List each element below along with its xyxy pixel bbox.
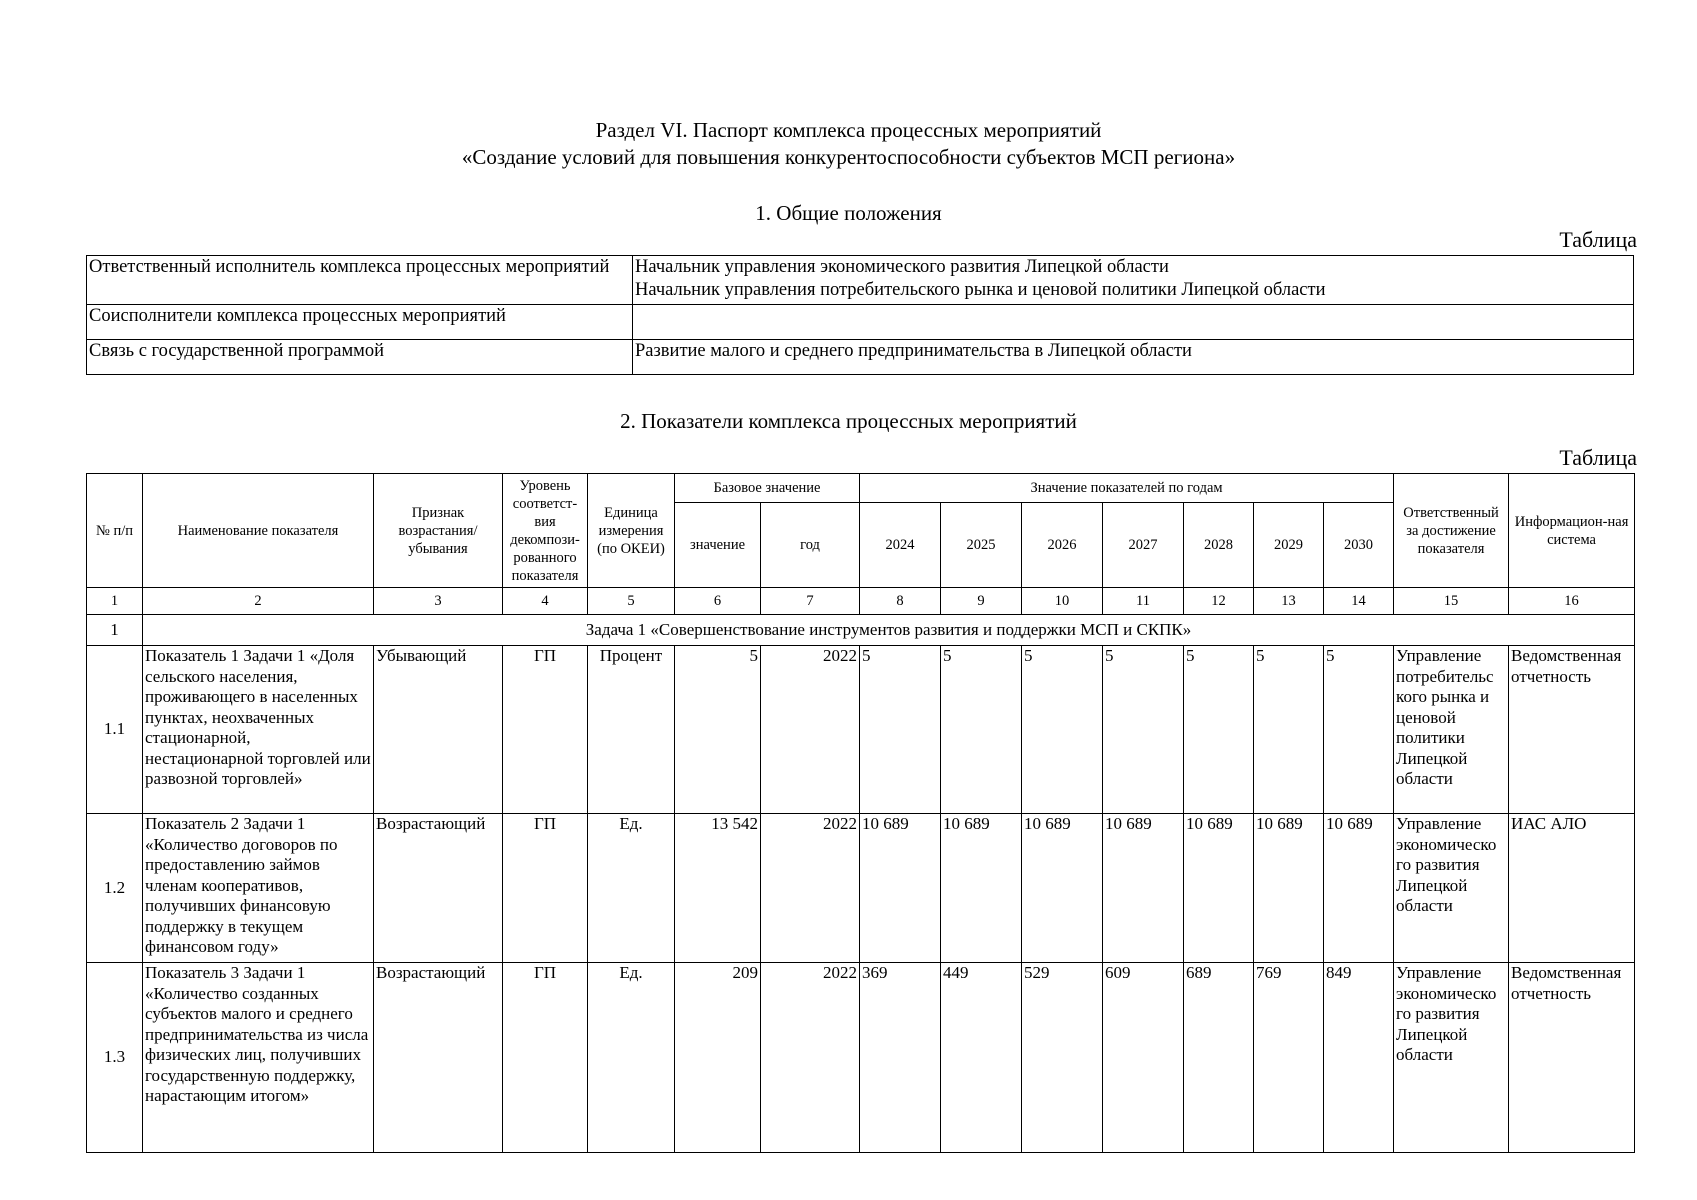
indicator-sign: Возрастающий [374,963,503,1153]
year-value: 5 [941,646,1022,814]
value-line: Начальник управления экономического развития Липецкой области [635,257,1169,277]
general-provisions-table [86,255,1634,375]
column-number: 8 [860,588,941,615]
table-row [87,814,1635,963]
year-value: 5 [1184,646,1254,814]
header-year: 2025 [941,503,1022,588]
year-value: 10 689 [1324,814,1394,963]
year-value: 5 [1254,646,1324,814]
row-value [633,256,1634,305]
header-responsible: Ответственный за достижение показателя [1394,474,1509,588]
year-value: 10 689 [941,814,1022,963]
header-base-year: год [761,503,860,588]
indicator-unit: Ед. [588,814,675,963]
indicator-name: Показатель 2 Задачи 1 «Количество договоров по предоставлению займов членам кооперативов, получивших финансовую поддержку в текущем финансовом году» [143,814,374,963]
header-num: № п/п [87,474,143,588]
year-value: 5 [860,646,941,814]
indicator-sign: Возрастающий [374,814,503,963]
year-value: 609 [1103,963,1184,1153]
indicator-unit: Процент [588,646,675,814]
header-year: 2027 [1103,503,1184,588]
column-number: 12 [1184,588,1254,615]
column-number: 4 [503,588,588,615]
year-value: 449 [941,963,1022,1153]
column-number: 15 [1394,588,1509,615]
base-year: 2022 [761,963,860,1153]
indicator-name: Показатель 1 Задачи 1 «Доля сельского населения, проживающего в населенных пунктах, неохваченных стационарной, нестационарной торговлей или развозной торговлей» [143,646,374,814]
header-year: 2029 [1254,503,1324,588]
base-value: 5 [675,646,761,814]
responsible: Управление экономическо го развития Липецкой области [1394,963,1509,1153]
base-year: 2022 [761,814,860,963]
year-value: 769 [1254,963,1324,1153]
header-sign: Признак возрастания/ убывания [374,474,503,588]
indicator-level: ГП [503,814,588,963]
header-unit: Единица измерения (по ОКЕИ) [588,474,675,588]
year-value: 5 [1022,646,1103,814]
infosys: Ведомственная отчетность [1509,963,1635,1153]
task-title: Задача 1 «Совершенствование инструментов развития и поддержки МСП и СКПК» [143,615,1635,646]
infosys: ИАС АЛО [1509,814,1635,963]
column-number: 3 [374,588,503,615]
header-years-group: Значение показателей по годам [860,474,1394,503]
row-label: Связь с государственной программой [87,340,633,375]
year-value: 369 [860,963,941,1153]
year-value: 10 689 [1022,814,1103,963]
row-num: 1.2 [87,814,143,963]
column-number: 11 [1103,588,1184,615]
row-num: 1.3 [87,963,143,1153]
year-value: 689 [1184,963,1254,1153]
table-row [87,646,1635,814]
row-num: 1.1 [87,646,143,814]
table-row [87,340,1634,375]
section-heading: Раздел VI. Паспорт комплекса процессных мероприятий [595,118,1102,142]
year-value: 5 [1324,646,1394,814]
year-value: 5 [1103,646,1184,814]
table1-label: Таблица [1559,227,1637,252]
column-number: 2 [143,588,374,615]
row-label: Ответственный исполнитель комплекса процессных мероприятий [87,256,633,305]
year-value: 10 689 [1103,814,1184,963]
header-row [87,474,1635,503]
section1-title: 1. Общие положения [755,201,942,225]
row-label: Соисполнители комплекса процессных мероприятий [87,305,633,340]
task-num: 1 [87,615,143,646]
column-number-row [87,588,1635,615]
column-number: 5 [588,588,675,615]
year-value: 10 689 [1254,814,1324,963]
header-year: 2030 [1324,503,1394,588]
header-name: Наименование показателя [143,474,374,588]
column-number: 1 [87,588,143,615]
row-value: Развитие малого и среднего предпринимательства в Липецкой области [633,340,1634,375]
table-row [87,256,1634,305]
section2-title: 2. Показатели комплекса процессных мероприятий [620,409,1077,433]
table-row [87,305,1634,340]
header-year: 2024 [860,503,941,588]
header-year: 2028 [1184,503,1254,588]
program-title: «Создание условий для повышения конкурентоспособности субъектов МСП региона» [461,145,1236,169]
year-value: 10 689 [860,814,941,963]
base-value: 209 [675,963,761,1153]
column-number: 9 [941,588,1022,615]
header-base-value: значение [675,503,761,588]
responsible: Управление экономическо го развития Липецкой области [1394,814,1509,963]
column-number: 7 [761,588,860,615]
indicator-name: Показатель 3 Задачи 1 «Количество созданных субъектов малого и среднего предпринимательства из числа физических лиц, получивших государственную поддержку, нарастающим итогом» [143,963,374,1153]
year-value: 529 [1022,963,1103,1153]
indicator-unit: Ед. [588,963,675,1153]
indicator-level: ГП [503,963,588,1153]
year-value: 10 689 [1184,814,1254,963]
header-infosys: Информацион-ная система [1509,474,1635,588]
year-value: 849 [1324,963,1394,1153]
header-year: 2026 [1022,503,1103,588]
responsible: Управление потребительс кого рынка и ценовой политики Липецкой области [1394,646,1509,814]
column-number: 14 [1324,588,1394,615]
row-value [633,305,1634,340]
header-level: Уровень соответст-вия декомпози-рованного показателя [503,474,588,588]
column-number: 16 [1509,588,1635,615]
infosys: Ведомственная отчетность [1509,646,1635,814]
column-number: 13 [1254,588,1324,615]
header-base: Базовое значение [675,474,860,503]
table-row [87,963,1635,1153]
base-value: 13 542 [675,814,761,963]
column-number: 6 [675,588,761,615]
table2-label: Таблица [1559,445,1637,470]
indicators-table [86,473,1635,1153]
indicator-level: ГП [503,646,588,814]
column-number: 10 [1022,588,1103,615]
value-line: Начальник управления потребительского рынка и ценовой политики Липецкой области [635,280,1326,300]
base-year: 2022 [761,646,860,814]
task-row [87,615,1635,646]
indicator-sign: Убывающий [374,646,503,814]
